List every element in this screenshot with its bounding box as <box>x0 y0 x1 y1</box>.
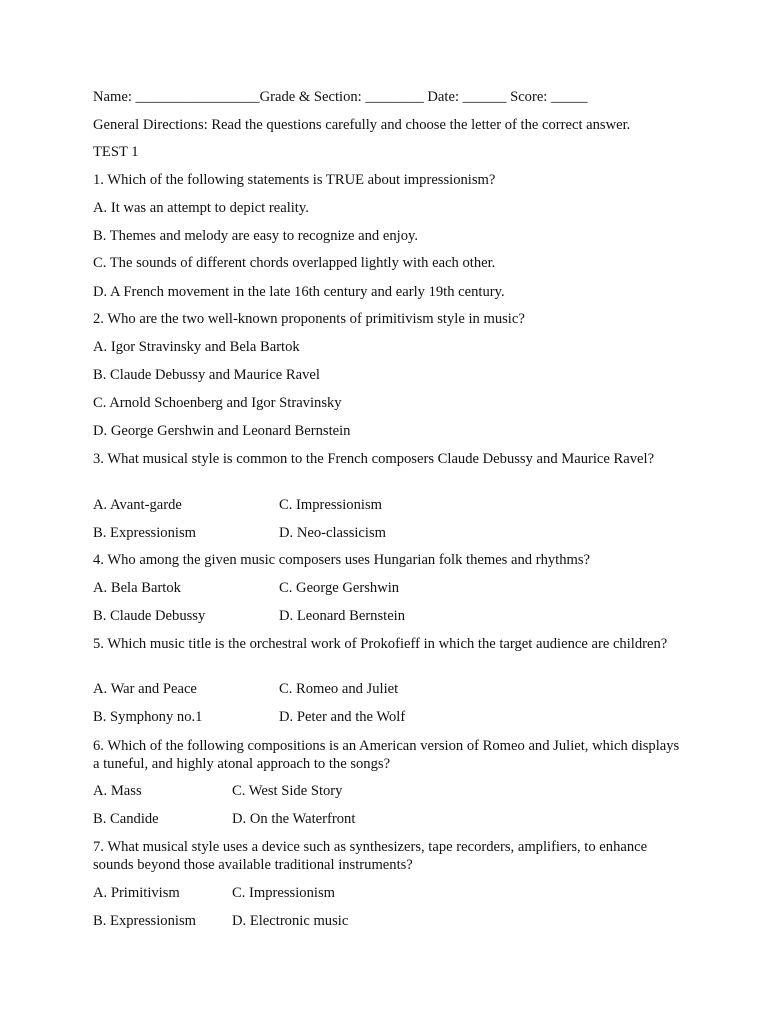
q6-option-c: C. West Side Story <box>232 783 343 799</box>
q3-option-a: A. Avant-garde <box>93 497 182 513</box>
student-info-line: Name: _________________Grade & Section: ________ Date: ______ Score: _____ <box>93 89 588 105</box>
q2-option-c: C. Arnold Schoenberg and Igor Stravinsky <box>93 395 342 411</box>
q4-option-a: A. Bela Bartok <box>93 580 181 596</box>
q4-option-b: B. Claude Debussy <box>93 608 206 624</box>
q7-option-a: A. Primitivism <box>93 885 180 901</box>
question-4: 4. Who among the given music composers uses Hungarian folk themes and rhythms? <box>93 552 591 568</box>
q5-option-a: A. War and Peace <box>93 681 197 697</box>
question-1: 1. Which of the following statements is TRUE about impressionism? <box>93 172 496 188</box>
question-7: 7. What musical style uses a device such as synthesizers, tape recorders, amplifiers, to enhance sounds beyond those available traditional instruments? <box>93 839 648 873</box>
question-3: 3. What musical style is common to the French composers Claude Debussy and Maurice Ravel? <box>93 451 655 467</box>
question-2: 2. Who are the two well-known proponents of primitivism style in music? <box>93 311 525 327</box>
q5-option-d: D. Peter and the Wolf <box>279 709 406 725</box>
q1-option-b: B. Themes and melody are easy to recognize and enjoy. <box>93 228 419 244</box>
q3-option-d: D. Neo-classicism <box>279 525 386 541</box>
q7-option-c: C. Impressionism <box>232 885 335 901</box>
question-5: 5. Which music title is the orchestral work of Prokofieff in which the target audience are children? <box>93 636 668 652</box>
q2-option-a: A. Igor Stravinsky and Bela Bartok <box>93 339 300 355</box>
q7-option-b: B. Expressionism <box>93 913 196 929</box>
q6-option-b: B. Candide <box>93 811 159 827</box>
q5-option-b: B. Symphony no.1 <box>93 709 203 725</box>
q7-option-d: D. Electronic music <box>232 913 349 929</box>
q6-option-d: D. On the Waterfront <box>232 811 356 827</box>
q4-option-d: D. Leonard Bernstein <box>279 608 406 624</box>
q6-option-a: A. Mass <box>93 783 142 799</box>
q1-option-a: A. It was an attempt to depict reality. <box>93 200 309 216</box>
q2-option-b: B. Claude Debussy and Maurice Ravel <box>93 367 320 383</box>
question-6: 6. Which of the following compositions is an American version of Romeo and Juliet, which displays a tuneful, and highly atonal approach to the songs? <box>93 738 680 772</box>
general-directions: General Directions: Read the questions carefully and choose the letter of the correct answer. <box>93 117 631 133</box>
q2-option-d: D. George Gershwin and Leonard Bernstein <box>93 423 351 439</box>
q3-option-c: C. Impressionism <box>279 497 382 513</box>
q5-option-c: C. Romeo and Juliet <box>279 681 399 697</box>
test-label: TEST 1 <box>93 144 139 160</box>
q4-option-c: C. George Gershwin <box>279 580 400 596</box>
q1-option-c: C. The sounds of different chords overlapped lightly with each other. <box>93 255 496 271</box>
q3-option-b: B. Expressionism <box>93 525 196 541</box>
q1-option-d: D. A French movement in the late 16th century and early 19th century. <box>93 284 505 300</box>
